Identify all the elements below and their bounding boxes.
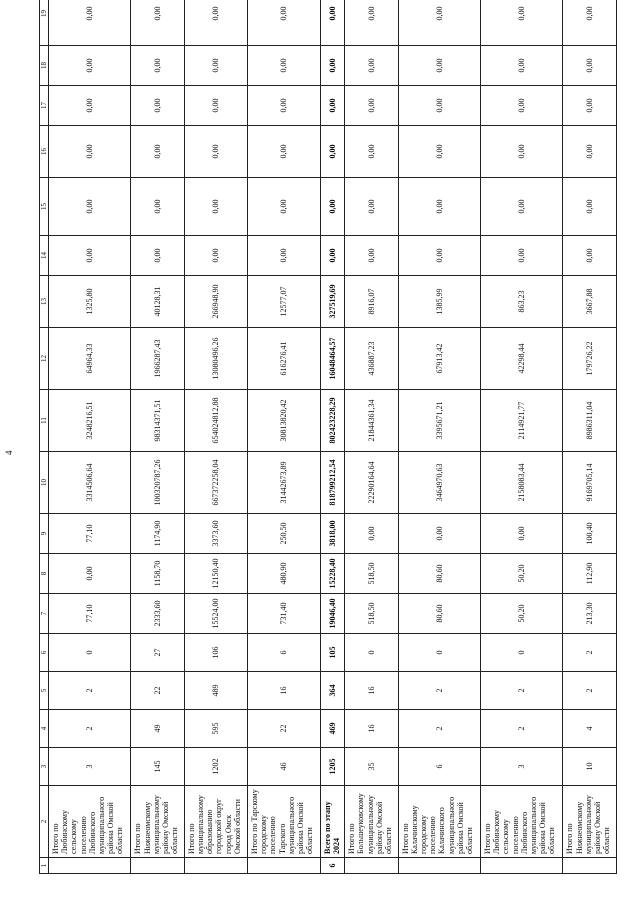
table-cell: 4 bbox=[563, 709, 617, 747]
table-cell: 1202 bbox=[184, 747, 247, 785]
row-name-cell: Итого по Тарскому городскому поселению Тарского муниципального района Омской области bbox=[247, 785, 320, 857]
column-header: 2 bbox=[40, 785, 49, 857]
table-row bbox=[481, 0, 563, 873]
table-cell: 0,00 bbox=[345, 513, 398, 553]
table-cell: 12577,07 bbox=[247, 275, 320, 327]
table-cell: 3 bbox=[49, 747, 131, 785]
table-cell: 64964,33 bbox=[49, 327, 131, 389]
table-cell: 80,60 bbox=[398, 593, 480, 633]
row-name-cell: Итого по Любинскому сельскому поселению Любинского муниципального района Омской области bbox=[49, 785, 131, 857]
table-cell: 0,00 bbox=[563, 0, 617, 45]
table-cell: 2 bbox=[563, 633, 617, 671]
table-cell: 46 bbox=[247, 747, 320, 785]
table-cell: 0,00 bbox=[247, 45, 320, 85]
table-cell: 35 bbox=[345, 747, 398, 785]
table-cell: 100320787,26 bbox=[131, 451, 184, 513]
table-cell: 105 bbox=[320, 633, 345, 671]
row-number-cell bbox=[345, 857, 398, 873]
table-cell: 77,10 bbox=[49, 593, 131, 633]
table-cell: 518,50 bbox=[345, 593, 398, 633]
table-cell: 213,30 bbox=[563, 593, 617, 633]
table-cell: 179726,22 bbox=[563, 327, 617, 389]
table-cell: 2114921,77 bbox=[481, 389, 563, 451]
table-cell: 2 bbox=[563, 671, 617, 709]
table-cell: 22290164,64 bbox=[345, 451, 398, 513]
table-cell: 1205 bbox=[320, 747, 345, 785]
column-header: 1 bbox=[40, 857, 49, 873]
table-cell: 0,00 bbox=[247, 235, 320, 275]
table-cell: 67913,42 bbox=[398, 327, 480, 389]
table-cell: 0,00 bbox=[247, 177, 320, 235]
table-cell: 1966287,43 bbox=[131, 327, 184, 389]
table-cell: 22 bbox=[247, 709, 320, 747]
column-header: 19 bbox=[40, 0, 49, 45]
row-number-cell bbox=[49, 857, 131, 873]
table-cell: 16048464,57 bbox=[320, 327, 345, 389]
table-cell: 30813820,42 bbox=[247, 389, 320, 451]
table-cell: 1325,80 bbox=[49, 275, 131, 327]
table-cell: 0,00 bbox=[320, 125, 345, 177]
row-number-cell bbox=[481, 857, 563, 873]
table-cell: 10 bbox=[563, 747, 617, 785]
table-cell: 0,00 bbox=[398, 513, 480, 553]
table-cell: 1385,99 bbox=[398, 275, 480, 327]
column-header: 9 bbox=[40, 513, 49, 553]
table-cell: 0,00 bbox=[184, 0, 247, 45]
table-cell: 0,00 bbox=[184, 125, 247, 177]
table-cell: 0,00 bbox=[563, 235, 617, 275]
table-cell: 2 bbox=[398, 709, 480, 747]
table-cell: 13080496,26 bbox=[184, 327, 247, 389]
row-name-cell: Итого по Нижнеомскому муниципальному району Омской области bbox=[563, 785, 617, 857]
table-cell: 50,20 bbox=[481, 593, 563, 633]
column-header: 10 bbox=[40, 451, 49, 513]
table-cell: 266948,90 bbox=[184, 275, 247, 327]
table-cell: 0,00 bbox=[481, 177, 563, 235]
table-cell: 12150,40 bbox=[184, 553, 247, 593]
column-header: 7 bbox=[40, 593, 49, 633]
table-cell: 0,00 bbox=[563, 85, 617, 125]
table-cell: 145 bbox=[131, 747, 184, 785]
row-number-cell bbox=[131, 857, 184, 873]
table-cell: 22 bbox=[131, 671, 184, 709]
column-header: 4 bbox=[40, 709, 49, 747]
table-cell: 0,00 bbox=[131, 85, 184, 125]
table-cell: 1174,90 bbox=[131, 513, 184, 553]
table-cell: 0 bbox=[345, 633, 398, 671]
table-cell: 0,00 bbox=[481, 0, 563, 45]
row-name-cell: Всего по этапу 2024 bbox=[320, 785, 345, 857]
table-cell: 112,90 bbox=[563, 553, 617, 593]
column-header: 16 bbox=[40, 125, 49, 177]
header-row bbox=[40, 0, 49, 873]
column-header: 17 bbox=[40, 85, 49, 125]
table-cell: 0,00 bbox=[49, 85, 131, 125]
table-cell: 16 bbox=[247, 671, 320, 709]
column-header: 15 bbox=[40, 177, 49, 235]
table-cell: 2158083,44 bbox=[481, 451, 563, 513]
table-cell: 21844361,34 bbox=[345, 389, 398, 451]
table-row bbox=[345, 0, 398, 873]
table-cell: 0,00 bbox=[563, 177, 617, 235]
table-cell: 8986311,04 bbox=[563, 389, 617, 451]
row-number-cell bbox=[398, 857, 480, 873]
table-cell: 100,40 bbox=[563, 513, 617, 553]
table-cell: 436887,23 bbox=[345, 327, 398, 389]
table-row bbox=[563, 0, 617, 873]
table-cell: 0,00 bbox=[398, 45, 480, 85]
rotated-table-container bbox=[39, 6, 617, 874]
table-cell: 98314371,51 bbox=[131, 389, 184, 451]
row-name-cell: Итого по муниципальному образованию городской округ город Омск Омской области bbox=[184, 785, 247, 857]
table-cell: 0,00 bbox=[398, 125, 480, 177]
table-cell: 0,00 bbox=[345, 177, 398, 235]
table-cell: 327519,69 bbox=[320, 275, 345, 327]
table-cell: 50,20 bbox=[481, 553, 563, 593]
table-cell: 0,00 bbox=[131, 177, 184, 235]
table-cell: 0,00 bbox=[345, 235, 398, 275]
column-header: 18 bbox=[40, 45, 49, 85]
table-cell: 16 bbox=[345, 709, 398, 747]
row-number-cell: 6 bbox=[320, 857, 345, 873]
table-cell: 0,00 bbox=[481, 513, 563, 553]
table-cell: 0,00 bbox=[247, 85, 320, 125]
table-cell: 0,00 bbox=[49, 235, 131, 275]
table-row bbox=[398, 0, 480, 873]
table-row bbox=[49, 0, 131, 873]
table-cell: 0,00 bbox=[320, 0, 345, 45]
table-cell: 595 bbox=[184, 709, 247, 747]
table-cell: 802423228,29 bbox=[320, 389, 345, 451]
row-name-cell: Итого по Нижнеомскому муниципальному району Омской области bbox=[131, 785, 184, 857]
table-cell: 0,00 bbox=[320, 45, 345, 85]
table-cell: 0,00 bbox=[247, 0, 320, 45]
row-name-cell: Итого по Калачинскому городскому поселению Калачинского муниципального района Омской области bbox=[398, 785, 480, 857]
table-cell: 0,00 bbox=[398, 85, 480, 125]
table-cell: 0,00 bbox=[345, 45, 398, 85]
table-cell: 0,00 bbox=[131, 235, 184, 275]
table-cell: 27 bbox=[131, 633, 184, 671]
table-cell: 106 bbox=[184, 633, 247, 671]
table-cell: 0 bbox=[398, 633, 480, 671]
table-cell: 0,00 bbox=[320, 85, 345, 125]
table-cell: 3464970,63 bbox=[398, 451, 480, 513]
table-cell: 667372258,04 bbox=[184, 451, 247, 513]
column-header: 6 bbox=[40, 633, 49, 671]
column-header: 14 bbox=[40, 235, 49, 275]
table-cell: 0,00 bbox=[184, 235, 247, 275]
table-cell: 9169705,14 bbox=[563, 451, 617, 513]
table-cell: 0,00 bbox=[184, 45, 247, 85]
table-cell: 654024812,88 bbox=[184, 389, 247, 451]
table-row bbox=[131, 0, 184, 873]
table-cell: 3395671,21 bbox=[398, 389, 480, 451]
table-body bbox=[49, 0, 617, 873]
table-cell: 0,00 bbox=[49, 177, 131, 235]
table-cell: 0,00 bbox=[481, 85, 563, 125]
table-cell: 616276,41 bbox=[247, 327, 320, 389]
page-number: 4 bbox=[4, 450, 14, 455]
table-cell: 0,00 bbox=[184, 177, 247, 235]
column-header: 3 bbox=[40, 747, 49, 785]
table-cell: 2 bbox=[49, 671, 131, 709]
table-row bbox=[184, 0, 247, 873]
table-cell: 2 bbox=[481, 671, 563, 709]
row-name-cell: Итого по Большеуковскому муниципальному району Омской области bbox=[345, 785, 398, 857]
table-cell: 364 bbox=[320, 671, 345, 709]
table-cell: 0,00 bbox=[398, 177, 480, 235]
data-table bbox=[39, 0, 617, 874]
column-header: 8 bbox=[40, 553, 49, 593]
table-cell: 2 bbox=[398, 671, 480, 709]
table-cell: 3314506,64 bbox=[49, 451, 131, 513]
table-cell: 250,50 bbox=[247, 513, 320, 553]
table-cell: 0,00 bbox=[563, 125, 617, 177]
table-cell: 489 bbox=[184, 671, 247, 709]
table-cell: 3667,88 bbox=[563, 275, 617, 327]
table-cell: 0,00 bbox=[49, 0, 131, 45]
table-cell: 2 bbox=[481, 709, 563, 747]
table-row bbox=[247, 0, 320, 873]
column-header: 12 bbox=[40, 327, 49, 389]
table-cell: 3373,60 bbox=[184, 513, 247, 553]
table-cell: 0,00 bbox=[131, 45, 184, 85]
row-number-cell bbox=[184, 857, 247, 873]
table-cell: 2 bbox=[49, 709, 131, 747]
table-cell: 0,00 bbox=[49, 125, 131, 177]
table-cell: 40128,31 bbox=[131, 275, 184, 327]
table-cell: 0,00 bbox=[184, 85, 247, 125]
table-cell: 469 bbox=[320, 709, 345, 747]
table-cell: 6 bbox=[247, 633, 320, 671]
table-cell: 0 bbox=[49, 633, 131, 671]
table-cell: 731,40 bbox=[247, 593, 320, 633]
table-cell: 0,00 bbox=[345, 125, 398, 177]
table-cell: 3818,00 bbox=[320, 513, 345, 553]
column-header: 11 bbox=[40, 389, 49, 451]
row-name-cell: Итого по Любинскому сельскому поселению Любинского муниципального района Омской области bbox=[481, 785, 563, 857]
table-cell: 818799212,54 bbox=[320, 451, 345, 513]
table-cell: 31442673,89 bbox=[247, 451, 320, 513]
table-cell: 16 bbox=[345, 671, 398, 709]
table-cell: 0,00 bbox=[481, 125, 563, 177]
table-cell: 0,00 bbox=[49, 553, 131, 593]
table-cell: 77,10 bbox=[49, 513, 131, 553]
table-cell: 0,00 bbox=[481, 45, 563, 85]
table-cell: 2333,60 bbox=[131, 593, 184, 633]
table-cell: 80,60 bbox=[398, 553, 480, 593]
table-cell: 0,00 bbox=[320, 177, 345, 235]
table-cell: 0,00 bbox=[563, 45, 617, 85]
column-header: 5 bbox=[40, 671, 49, 709]
row-number-cell bbox=[563, 857, 617, 873]
table-cell: 19046,40 bbox=[320, 593, 345, 633]
table-cell: 15228,40 bbox=[320, 553, 345, 593]
table-cell: 0 bbox=[481, 633, 563, 671]
table-cell: 0,00 bbox=[481, 235, 563, 275]
row-number-cell bbox=[247, 857, 320, 873]
table-cell: 0,00 bbox=[345, 0, 398, 45]
table-cell: 518,50 bbox=[345, 553, 398, 593]
table-cell: 480,90 bbox=[247, 553, 320, 593]
table-cell: 0,00 bbox=[320, 235, 345, 275]
table-cell: 0,00 bbox=[131, 125, 184, 177]
table-cell: 0,00 bbox=[247, 125, 320, 177]
table-cell: 0,00 bbox=[345, 85, 398, 125]
table-cell: 0,00 bbox=[398, 0, 480, 45]
table-cell: 8916,07 bbox=[345, 275, 398, 327]
table-cell: 6 bbox=[398, 747, 480, 785]
column-header: 13 bbox=[40, 275, 49, 327]
table-cell: 1158,70 bbox=[131, 553, 184, 593]
table-cell: 0,00 bbox=[131, 0, 184, 45]
table-cell: 3248216,51 bbox=[49, 389, 131, 451]
table-cell: 0,00 bbox=[398, 235, 480, 275]
table-cell: 863,23 bbox=[481, 275, 563, 327]
table-cell: 0,00 bbox=[49, 45, 131, 85]
table-cell: 15524,00 bbox=[184, 593, 247, 633]
table-row bbox=[320, 0, 345, 873]
table-cell: 49 bbox=[131, 709, 184, 747]
table-cell: 3 bbox=[481, 747, 563, 785]
table-cell: 42298,44 bbox=[481, 327, 563, 389]
